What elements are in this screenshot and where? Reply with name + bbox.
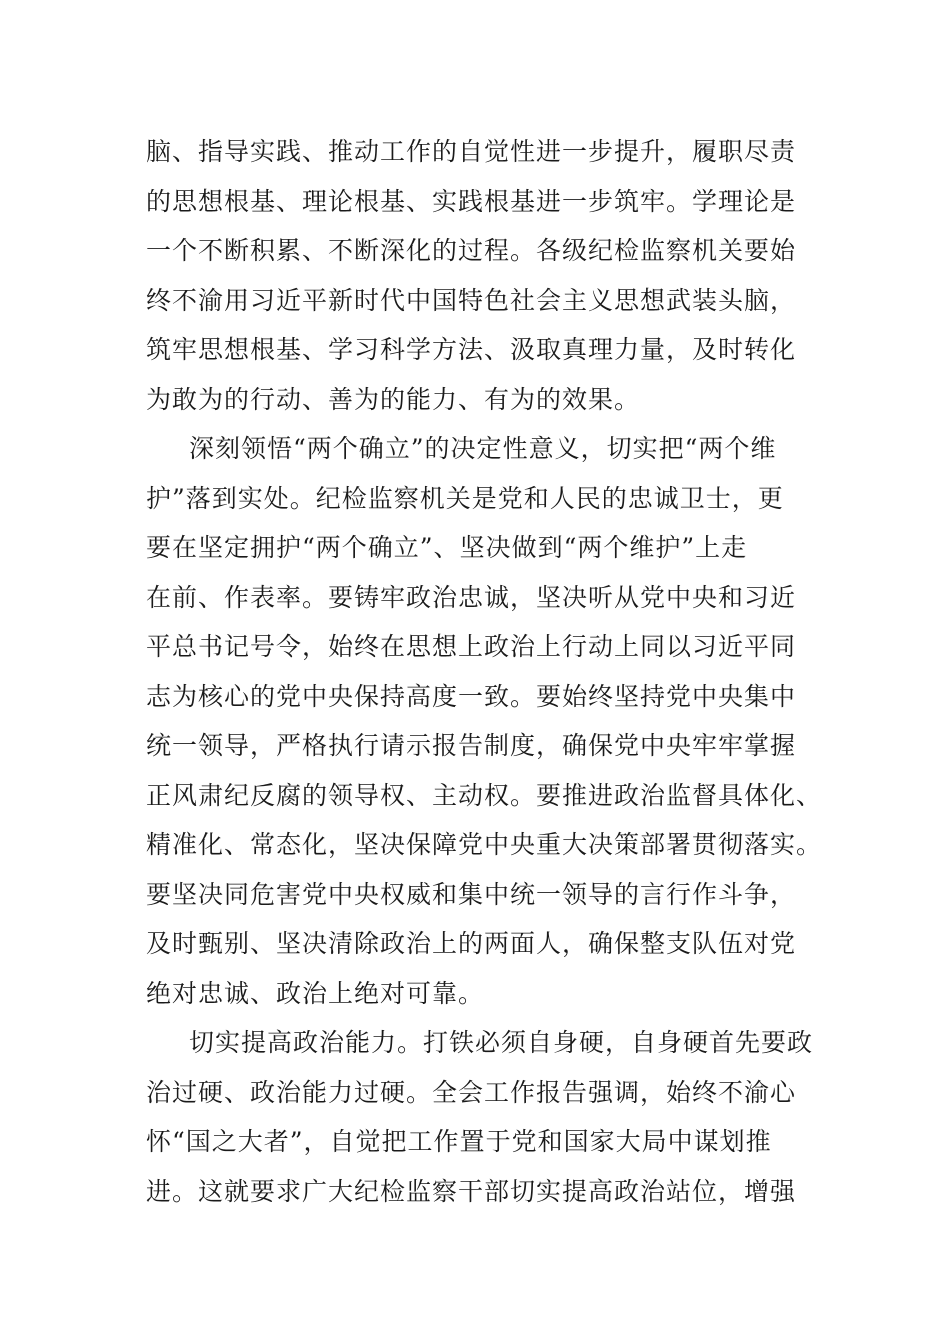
text-line: 平总书记号令，始终在思想上政治上行动上同以习近平同 [146, 632, 797, 661]
text-line: 治过硬、政治能力过硬。全会工作报告强调，始终不渝心 [146, 1077, 797, 1107]
text-line: 要在坚定拥护“两个确立”、坚决做到“两个维护”上走 [146, 533, 748, 562]
text-line: 深刻领悟“两个确立”的决定性意义，切实把“两个维 [189, 434, 777, 463]
text-line: 怀“国之大者”，自觉把工作置于党和国家大局中谋划推 [146, 1127, 772, 1156]
text-line: 终不渝用习近平新时代中国特色社会主义思想武装头脑， [146, 285, 797, 315]
text-line: 要坚决同危害党中央权威和集中统一领导的言行作斗争， [146, 879, 797, 909]
text-line: 护”落到实处。纪检监察机关是党和人民的忠诚卫士，更 [146, 483, 784, 513]
text-line: 统一领导，严格执行请示报告制度，确保党中央牢牢掌握 [146, 731, 797, 760]
text-line: 筑牢思想根基、学习科学方法、汲取真理力量，及时转化 [146, 335, 797, 364]
text-line: 在前、作表率。要铸牢政治忠诚，坚决听从党中央和习近 [146, 582, 797, 612]
text-line: 及时甄别、坚决清除政治上的两面人，确保整支队伍对党 [146, 929, 797, 958]
text-line: 精准化、常态化，坚决保障党中央重大决策部署贯彻落实。 [146, 830, 823, 859]
text-line: 脑、指导实践、推动工作的自觉性进一步提升，履职尽责 [146, 137, 797, 166]
text-line: 一个不断积累、不断深化的过程。各级纪检监察机关要始 [146, 236, 797, 265]
text-line: 为敢为的行动、善为的能力、有为的效果。 [146, 384, 641, 414]
text-line: 进。这就要求广大纪检监察干部切实提高政治站位，增强 [146, 1176, 797, 1206]
text-line: 绝对忠诚、政治上绝对可靠。 [146, 978, 485, 1008]
text-line: 志为核心的党中央保持高度一致。要始终坚持党中央集中 [146, 681, 797, 711]
paragraph-1 [146, 127, 806, 424]
text-line: 的思想根基、理论根基、实践根基进一步筑牢。学理论是 [146, 186, 797, 216]
paragraph-3 [146, 1018, 814, 1216]
paragraph-2 [146, 424, 823, 1018]
text-line: 正风肃纪反腐的领导权、主动权。要推进政治监督具体化、 [146, 780, 823, 810]
body-text [146, 127, 823, 1216]
text-line: 切实提高政治能力。打铁必须自身硬，自身硬首先要政 [189, 1028, 814, 1057]
